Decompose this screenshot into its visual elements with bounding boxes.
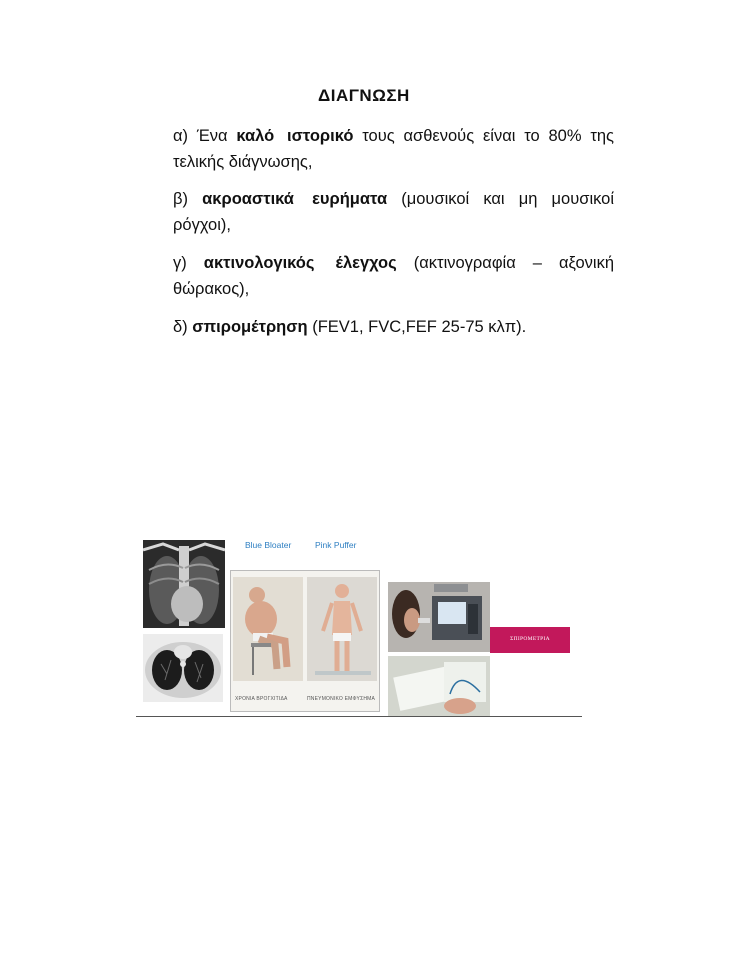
pink-puffer-label: Pink Puffer [315,540,357,550]
item-suffix: (μουσικοί και μη μουσικοί ρόγχοι), [173,190,615,234]
item-prefix: δ) [173,318,193,336]
bloater-puffer-illustration [230,570,380,712]
item-prefix: β) [173,190,203,208]
spirometer-photo [388,582,490,652]
chest-xray-image [143,540,225,628]
item-bold: καλό ιστορικό [236,127,354,145]
list-item [173,314,614,340]
list-item [173,186,614,238]
page-title: ΔΙΑΓΝΩΣΗ [318,86,410,105]
list-item [173,123,614,175]
chronic-bronchitis-caption: ΧΡΟΝΙΑ ΒΡΟΓΧΙΤΙΔΑ [235,696,288,702]
spirometry-banner-label: ΣΠΙΡΟΜΕΤΡΙΑ [510,636,550,642]
spirometry-chart-photo [388,656,490,716]
emphysema-caption: ΠΝΕΥΜΟΝΙΚΟ ΕΜΦΥΣΗΜΑ [307,696,376,702]
item-suffix: (ακτινογραφία – αξονική θώρακος), [173,254,615,298]
chest-ct-image [143,634,223,702]
spirometry-banner [490,627,570,653]
item-suffix: τους ασθενούς είναι το 80% της τελικής διάγνωσης, [173,127,614,171]
item-prefix: γ) [173,254,204,272]
figure-baseline [136,716,582,717]
item-prefix: α) Ένα [173,127,237,145]
item-bold: ακτινολογικός έλεγχος [203,254,397,272]
item-suffix: (FEV1, FVC,FEF 25-75 κλπ). [307,318,527,336]
item-bold: σπιρομέτρηση [192,318,308,336]
blue-bloater-label: Blue Bloater [245,540,292,550]
list-item [173,250,614,302]
item-bold: ακροαστικά ευρήματα [202,190,388,208]
diagnosis-figure [136,530,584,720]
